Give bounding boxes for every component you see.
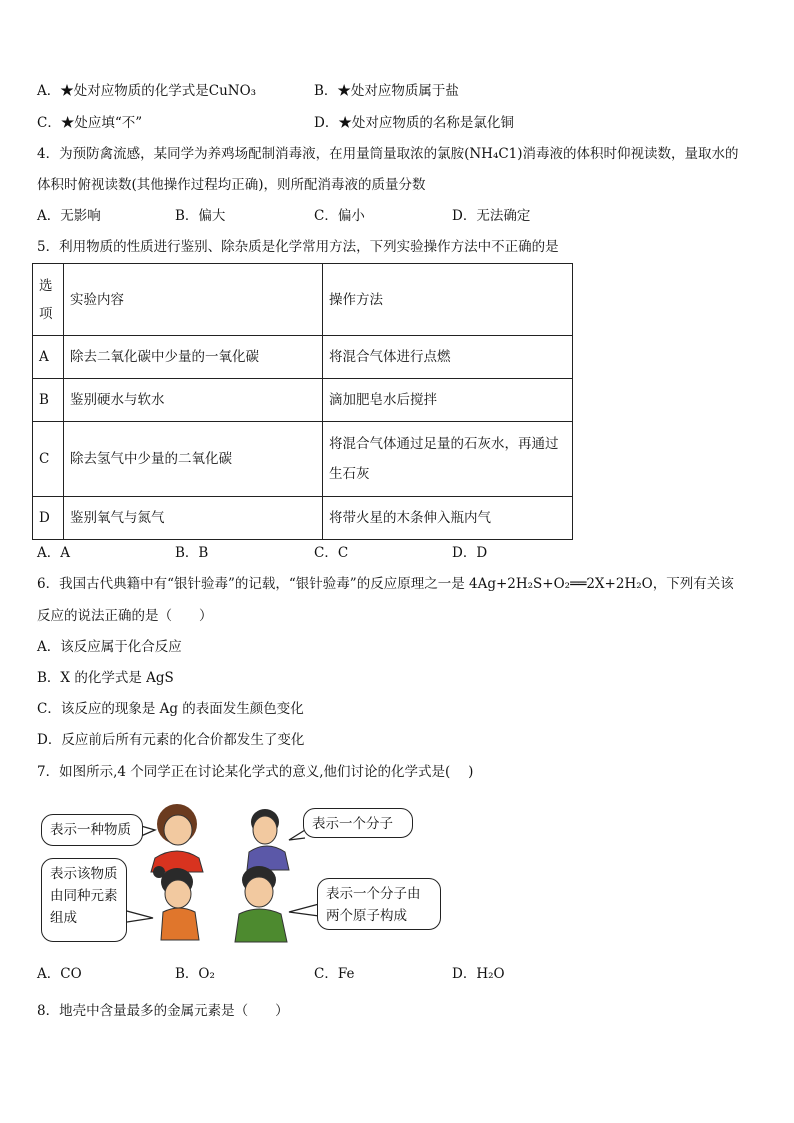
q3-option-a: A．★处对应物质的化学式是CuNO₃ (37, 83, 257, 99)
student-figure-4 (235, 866, 287, 942)
q3-option-b: B．★处对应物质属于盐 (314, 83, 459, 99)
student-figure-2 (247, 809, 289, 870)
q5-option-c: C．C (314, 545, 349, 561)
speech-bubble-2: 表示一个分子 (303, 808, 413, 838)
q7-option-d: D．H₂O (452, 966, 505, 982)
q6-option-a: A．该反应属于化合反应 (37, 639, 182, 655)
table-row (33, 497, 573, 540)
table-header-row (33, 264, 573, 336)
q7-option-b: B．O₂ (175, 966, 215, 982)
table-row (33, 336, 573, 379)
table-row (33, 422, 573, 497)
header-method: 操作方法 (323, 264, 573, 336)
speech-bubble-4: 表示一个分子由两个原子构成 (317, 878, 441, 930)
q8-stem: 8．地壳中含量最多的金属元素是（ ） (37, 1003, 289, 1019)
q3-option-d: D．★处对应物质的名称是氯化铜 (314, 115, 514, 131)
row-option: C (33, 422, 64, 497)
header-content: 实验内容 (64, 264, 323, 336)
q5-stem: 5．利用物质的性质进行鉴别、除杂质是化学常用方法，下列实验操作方法中不正确的是 (37, 239, 559, 255)
speech-bubble-3: 表示该物质由同种元素组成 (41, 858, 127, 942)
row-content: 鉴别氧气与氮气 (64, 497, 323, 540)
student-figure-3 (153, 866, 199, 940)
q7-option-c: C．Fe (314, 966, 355, 982)
q7-stem: 7．如图所示,4 个同学正在讨论某化学式的意义,他们讨论的化学式是( ) (37, 764, 474, 780)
q4-option-a: A．无影响 (37, 208, 101, 224)
q6-stem-line1: 6．我国古代典籍中有“银针验毒”的记载，“银针验毒”的反应原理之一是 4Ag+2H₂S+O₂══2X+2H₂O，下列有关该 (37, 576, 734, 592)
row-method: 将混合气体进行点燃 (323, 336, 573, 379)
student-figure-1 (151, 804, 203, 872)
q6-option-d: D．反应前后所有元素的化合价都发生了变化 (37, 732, 305, 748)
q4-option-d: D．无法确定 (452, 208, 531, 224)
q4-option-b: B．偏大 (175, 208, 226, 224)
row-content: 鉴别硬水与软水 (64, 379, 323, 422)
row-option: D (33, 497, 64, 540)
q6-option-b: B．X 的化学式是 AgS (37, 670, 174, 686)
row-method: 滴加肥皂水后搅拌 (323, 379, 573, 422)
speech-bubble-1: 表示一种物质 (41, 814, 143, 846)
header-option: 选项 (33, 264, 64, 336)
q5-option-d: D．D (452, 545, 488, 561)
q4-option-c: C．偏小 (314, 208, 365, 224)
row-option: B (33, 379, 64, 422)
row-content: 除去氢气中少量的二氧化碳 (64, 422, 323, 497)
q7-illustration (37, 800, 467, 950)
q5-table (32, 263, 573, 540)
row-method: 将带火星的木条伸入瓶内气 (323, 497, 573, 540)
q3-option-c: C．★处应填“不” (37, 115, 143, 131)
row-option: A (33, 336, 64, 379)
q4-stem-line1: 4．为预防禽流感，某同学为养鸡场配制消毒液，在用量筒量取浓的氯胺(NH₄C1)消毒液的体积时仰视读数，量取水的 (37, 146, 739, 162)
q6-stem-line2: 反应的说法正确的是（ ） (37, 608, 213, 624)
row-method: 将混合气体通过足量的石灰水，再通过生石灰 (323, 422, 573, 497)
q6-option-c: C．该反应的现象是 Ag 的表面发生颜色变化 (37, 701, 304, 717)
q7-option-a: A．CO (37, 966, 82, 982)
row-content: 除去二氧化碳中少量的一氧化碳 (64, 336, 323, 379)
q4-stem-line2: 体积时俯视读数(其他操作过程均正确)，则所配消毒液的质量分数 (37, 177, 426, 193)
q5-option-a: A．A (37, 545, 70, 561)
q5-option-b: B．B (175, 545, 209, 561)
table-row (33, 379, 573, 422)
